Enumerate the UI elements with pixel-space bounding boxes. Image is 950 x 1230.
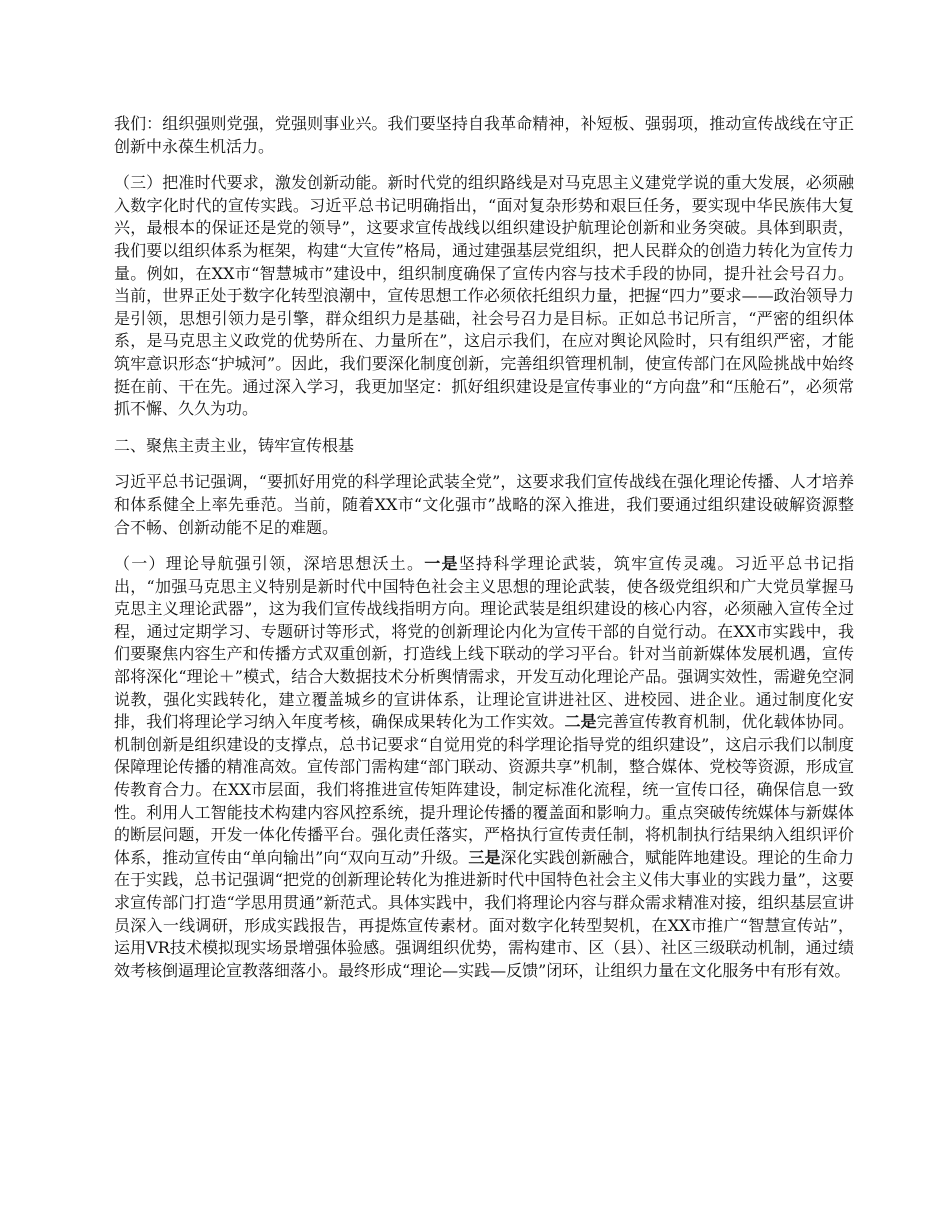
bold-marker-third: 三是 xyxy=(468,847,501,867)
paragraph-theory-navigation xyxy=(114,553,854,982)
document-page xyxy=(114,113,854,996)
paragraph-theory-part-4: 深化实践创新融合，赋能阵地建设。理论的生命力在于实践，总书记强调“把党的创新理论转化为推进新时代中国特色社会主义伟大事业的实践力量”，这要求宣传部门打造“学思用贯通”新范式。具体实践中，我们将理论内容与群众需求精准对接，组织基层宣讲员深入一线调研，形成实践报告，再提炼宣传素材。面对数字化转型契机，在XX市推广“智慧宣传站”，运用VR技术模拟现实场景增强体验感。强调组织优势，需构建市、区（县）、社区三级联动机制，通过绩效考核倒逼理论宣教落细落小。最终形成“理论—实践—反馈”闭环，让组织力量在文化服务中有形有效。 xyxy=(114,847,854,980)
paragraph-theory-part-2: 坚持科学理论武装，筑牢宣传灵魂。习近平总书记指出，“加强马克思主义特别是新时代中国特色社会主义思想的理论武装，使各级党组织和广大党员掌握马克思主义理论武器”，这为我们宣传战线指明方向。理论武装是组织建设的核心内容，必须融入宣传全过程，通过定期学习、专题研讨等形式，将党的创新理论内化为宣传干部的自觉行动。在XX市实践中，我们要聚焦内容生产和传播方式双重创新，打造线上线下联动的学习平台。针对当前新媒体发展机遇，宣传部将深化“理论＋”模式，结合大数据技术分析舆情需求，开发互动化理论产品。强调实效性，需避免空洞说教，强化实践转化，建立覆盖城乡的宣讲体系，让理论宣讲进社区、进校园、进企业。通过制度化安排，我们将理论学习纳入年度考核，确保成果转化为工作实效。 xyxy=(114,554,854,732)
paragraph-theory-part-1: （一）理论导航强引领，深培思想沃土。 xyxy=(114,554,425,574)
section-heading-two: 二、聚焦主责主业，铸牢宣传根基 xyxy=(114,435,355,455)
bold-marker-first: 一是 xyxy=(424,554,459,574)
paragraph-section-three: （三）把准时代要求，激发创新动能。新时代党的组织路线是对马克思主义建党学说的重大发展，必须融入数字化时代的宣传实践。习近平总书记明确指出，“面对复杂形势和艰巨任务，要实现中华民族伟大复兴，最根本的保证还是党的领导”，这要求宣传战线以组织建设护航理论创新和业务突破。具体到职责，我们要以组织体系为框架，构建“大宣传”格局，通过建强基层党组织，把人民群众的创造力转化为宣传力量。例如，在XX市“智慧城市”建设中，组织制度确保了宣传内容与技术手段的协同，提升社会号召力。当前，世界正处于数字化转型浪潮中，宣传思想工作必须依托组织力量，把握“四力”要求——政治领导力是引领，思想引领力是引擎，群众组织力是基础，社会号召力是目标。正如总书记所言，“严密的组织体系，是马克思主义政党的优势所在、力量所在”，这启示我们，在应对舆论风险时，只有组织严密，才能筑牢意识形态“护城河”。因此，我们要深化制度创新，完善组织管理机制，使宣传部门在风险挑战中始终挺在前、干在先。通过深入学习，我更加坚定：抓好组织建设是宣传事业的“方向盘”和“压舱石”，必须常抓不懈、久久为功。 xyxy=(114,173,854,419)
bold-marker-second: 二是 xyxy=(564,712,597,732)
paragraph-section-two-intro: 习近平总书记强调，“要抓好用党的科学理论武装全党”，这要求我们宣传战线在强化理论传播、人才培养和体系健全上率先垂范。当前，随着XX市“文化强市”战略的深入推进，我们要通过组织建设破解资源整合不畅、创新动能不足的难题。 xyxy=(114,472,854,537)
paragraph-intro: 我们：组织强则党强，党强则事业兴。我们要坚持自我革命精神，补短板、强弱项，推动宣传战线在守正创新中永葆生机活力。 xyxy=(114,114,854,156)
paragraph-theory-part-3: 完善宣传教育机制，优化载体协同。机制创新是组织建设的支撑点，总书记要求“自觉用党的科学理论指导党的组织建设”，这启示我们以制度保障理论传播的精准高效。宣传部门需构建“部门联动、资源共享”机制，整合媒体、党校等资源，形成宣传教育合力。在XX市层面，我们将推进宣传矩阵建设，制定标准化流程，统一宣传口径，确保信息一致性。利用人工智能技术构建内容风控系统，提升理论传播的覆盖面和影响力。重点突破传统媒体与新媒体的断层问题，开发一体化传播平台。强化责任落实，严格执行宣传责任制，将机制执行结果纳入组织评价体系，推动宣传由“单向输出”向“双向互动”升级。 xyxy=(114,712,854,867)
